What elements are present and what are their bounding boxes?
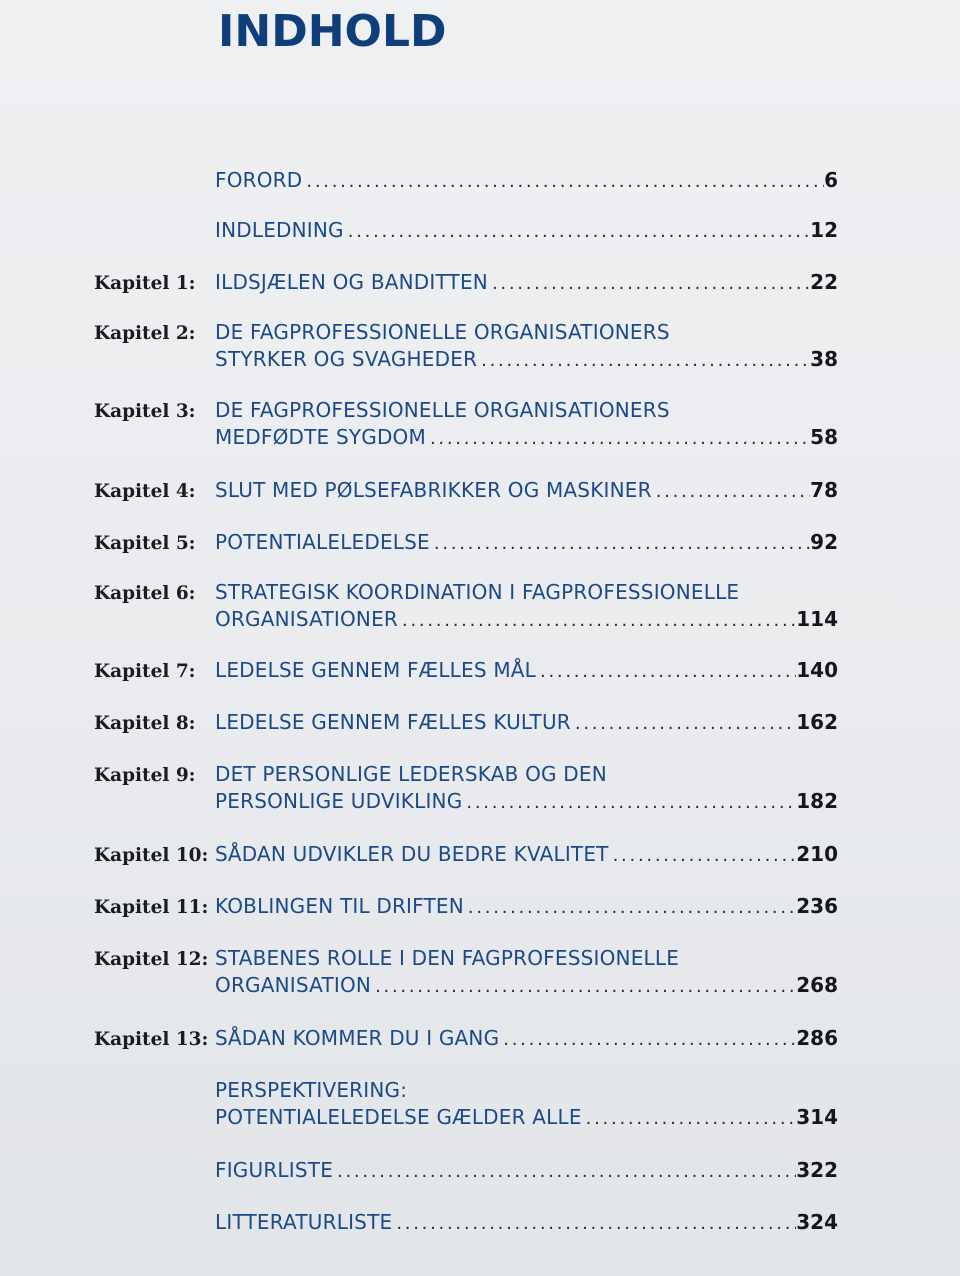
entry-title: SÅDAN KOMMER DU I GANG [215,1026,500,1050]
entry-leader-line [215,607,838,631]
chapter-label: Kapitel 10: [94,845,209,866]
page-number: 322 [796,1158,838,1182]
entry-title: LEDELSE GENNEM FÆLLES KULTUR [215,710,571,734]
entry-title: ORGANISATION [215,973,372,997]
entry-leader-line [215,270,838,294]
page-number: 286 [796,1026,838,1050]
entry-title: FORORD [215,168,303,192]
chapter-label: Kapitel 3: [94,401,196,422]
page-number: 58 [810,425,838,449]
page-number: 22 [810,270,838,294]
entry-title: POTENTIALELEDELSE GÆLDER ALLE [215,1105,582,1129]
entry-leader-line [215,478,838,502]
chapter-label: Kapitel 1: [94,273,196,294]
page-number: 314 [796,1105,838,1129]
entry-title: ILDSJÆLEN OG BANDITTEN [215,270,488,294]
entry-leader-line [215,1026,838,1050]
entry-title: LITTERATURLISTE [215,1210,393,1234]
page-number: 38 [810,347,838,371]
chapter-label: Kapitel 11: [94,897,209,918]
page-number: 6 [824,168,838,192]
entry-leader-line [215,658,838,682]
entry-title: KOBLINGEN TIL DRIFTEN [215,894,464,918]
dot-leader [392,1213,796,1234]
page-number: 268 [796,973,838,997]
chapter-label: Kapitel 13: [94,1029,209,1050]
chapter-label: Kapitel 9: [94,765,196,786]
entry-title: SÅDAN UDVIKLER DU BEDRE KVALITET [215,842,609,866]
dot-leader [652,481,810,502]
chapter-label: Kapitel 6: [94,583,196,604]
entry-title-line: DET PERSONLIGE LEDERSKAB OG DEN [215,762,607,786]
page-number: 162 [796,710,838,734]
dot-leader [398,610,796,631]
chapter-label: Kapitel 7: [94,661,196,682]
entry-title: LEDELSE GENNEM FÆLLES MÅL [215,658,536,682]
entry-leader-line [215,1158,838,1182]
dot-leader [302,171,824,192]
entry-leader-line [215,1210,838,1234]
dot-leader [571,713,796,734]
page-number: 210 [796,842,838,866]
page-number: 324 [796,1210,838,1234]
entry-title: SLUT MED PØLSEFABRIKKER OG MASKINER [215,478,652,502]
entry-title-line: DE FAGPROFESSIONELLE ORGANISATIONERS [215,398,670,422]
page-number: 12 [810,218,838,242]
dot-leader [499,1029,796,1050]
entry-title: POTENTIALELEDELSE [215,530,430,554]
page-number: 182 [796,789,838,813]
page-number: 92 [810,530,838,554]
chapter-label: Kapitel 4: [94,481,196,502]
entry-leader-line [215,710,838,734]
page-title: INDHOLD [218,6,447,57]
entry-title: ORGANISATIONER [215,607,399,631]
entry-title-line: DE FAGPROFESSIONELLE ORGANISATIONERS [215,320,670,344]
entry-leader-line [215,842,838,866]
dot-leader [426,428,810,449]
dot-leader [344,221,810,242]
entry-title: MEDFØDTE SYGDOM [215,425,426,449]
dot-leader [609,845,797,866]
entry-title-line: PERSPEKTIVERING: [215,1078,408,1102]
entry-title: INDLEDNING [215,218,344,242]
entry-leader-line [215,894,838,918]
entry-title: STYRKER OG SVAGHEDER [215,347,478,371]
page-number: 140 [796,658,838,682]
dot-leader [464,897,796,918]
entry-title: PERSONLIGE UDVIKLING [215,789,463,813]
entry-title-line: STRATEGISK KOORDINATION I FAGPROFESSIONELLE [215,580,740,604]
chapter-label: Kapitel 8: [94,713,196,734]
dot-leader [488,273,810,294]
chapter-label: Kapitel 5: [94,533,196,554]
entry-title-line: STABENES ROLLE I DEN FAGPROFESSIONELLE [215,946,680,970]
entry-title: FIGURLISTE [215,1158,334,1182]
entry-leader-line [215,1105,838,1129]
entry-leader-line [215,530,838,554]
entry-leader-line [215,347,838,371]
entry-leader-line [215,425,838,449]
entry-leader-line [215,789,838,813]
dot-leader [430,533,810,554]
entry-leader-line [215,168,838,192]
chapter-label: Kapitel 2: [94,323,196,344]
chapter-label: Kapitel 12: [94,949,209,970]
dot-leader [333,1161,796,1182]
entry-leader-line [215,973,838,997]
dot-leader [371,976,796,997]
dot-leader [477,350,810,371]
dot-leader [582,1108,797,1129]
page-number: 78 [810,478,838,502]
page-number: 236 [796,894,838,918]
dot-leader [536,661,796,682]
dot-leader [462,792,796,813]
page-number: 114 [796,607,838,631]
entry-leader-line [215,218,838,242]
